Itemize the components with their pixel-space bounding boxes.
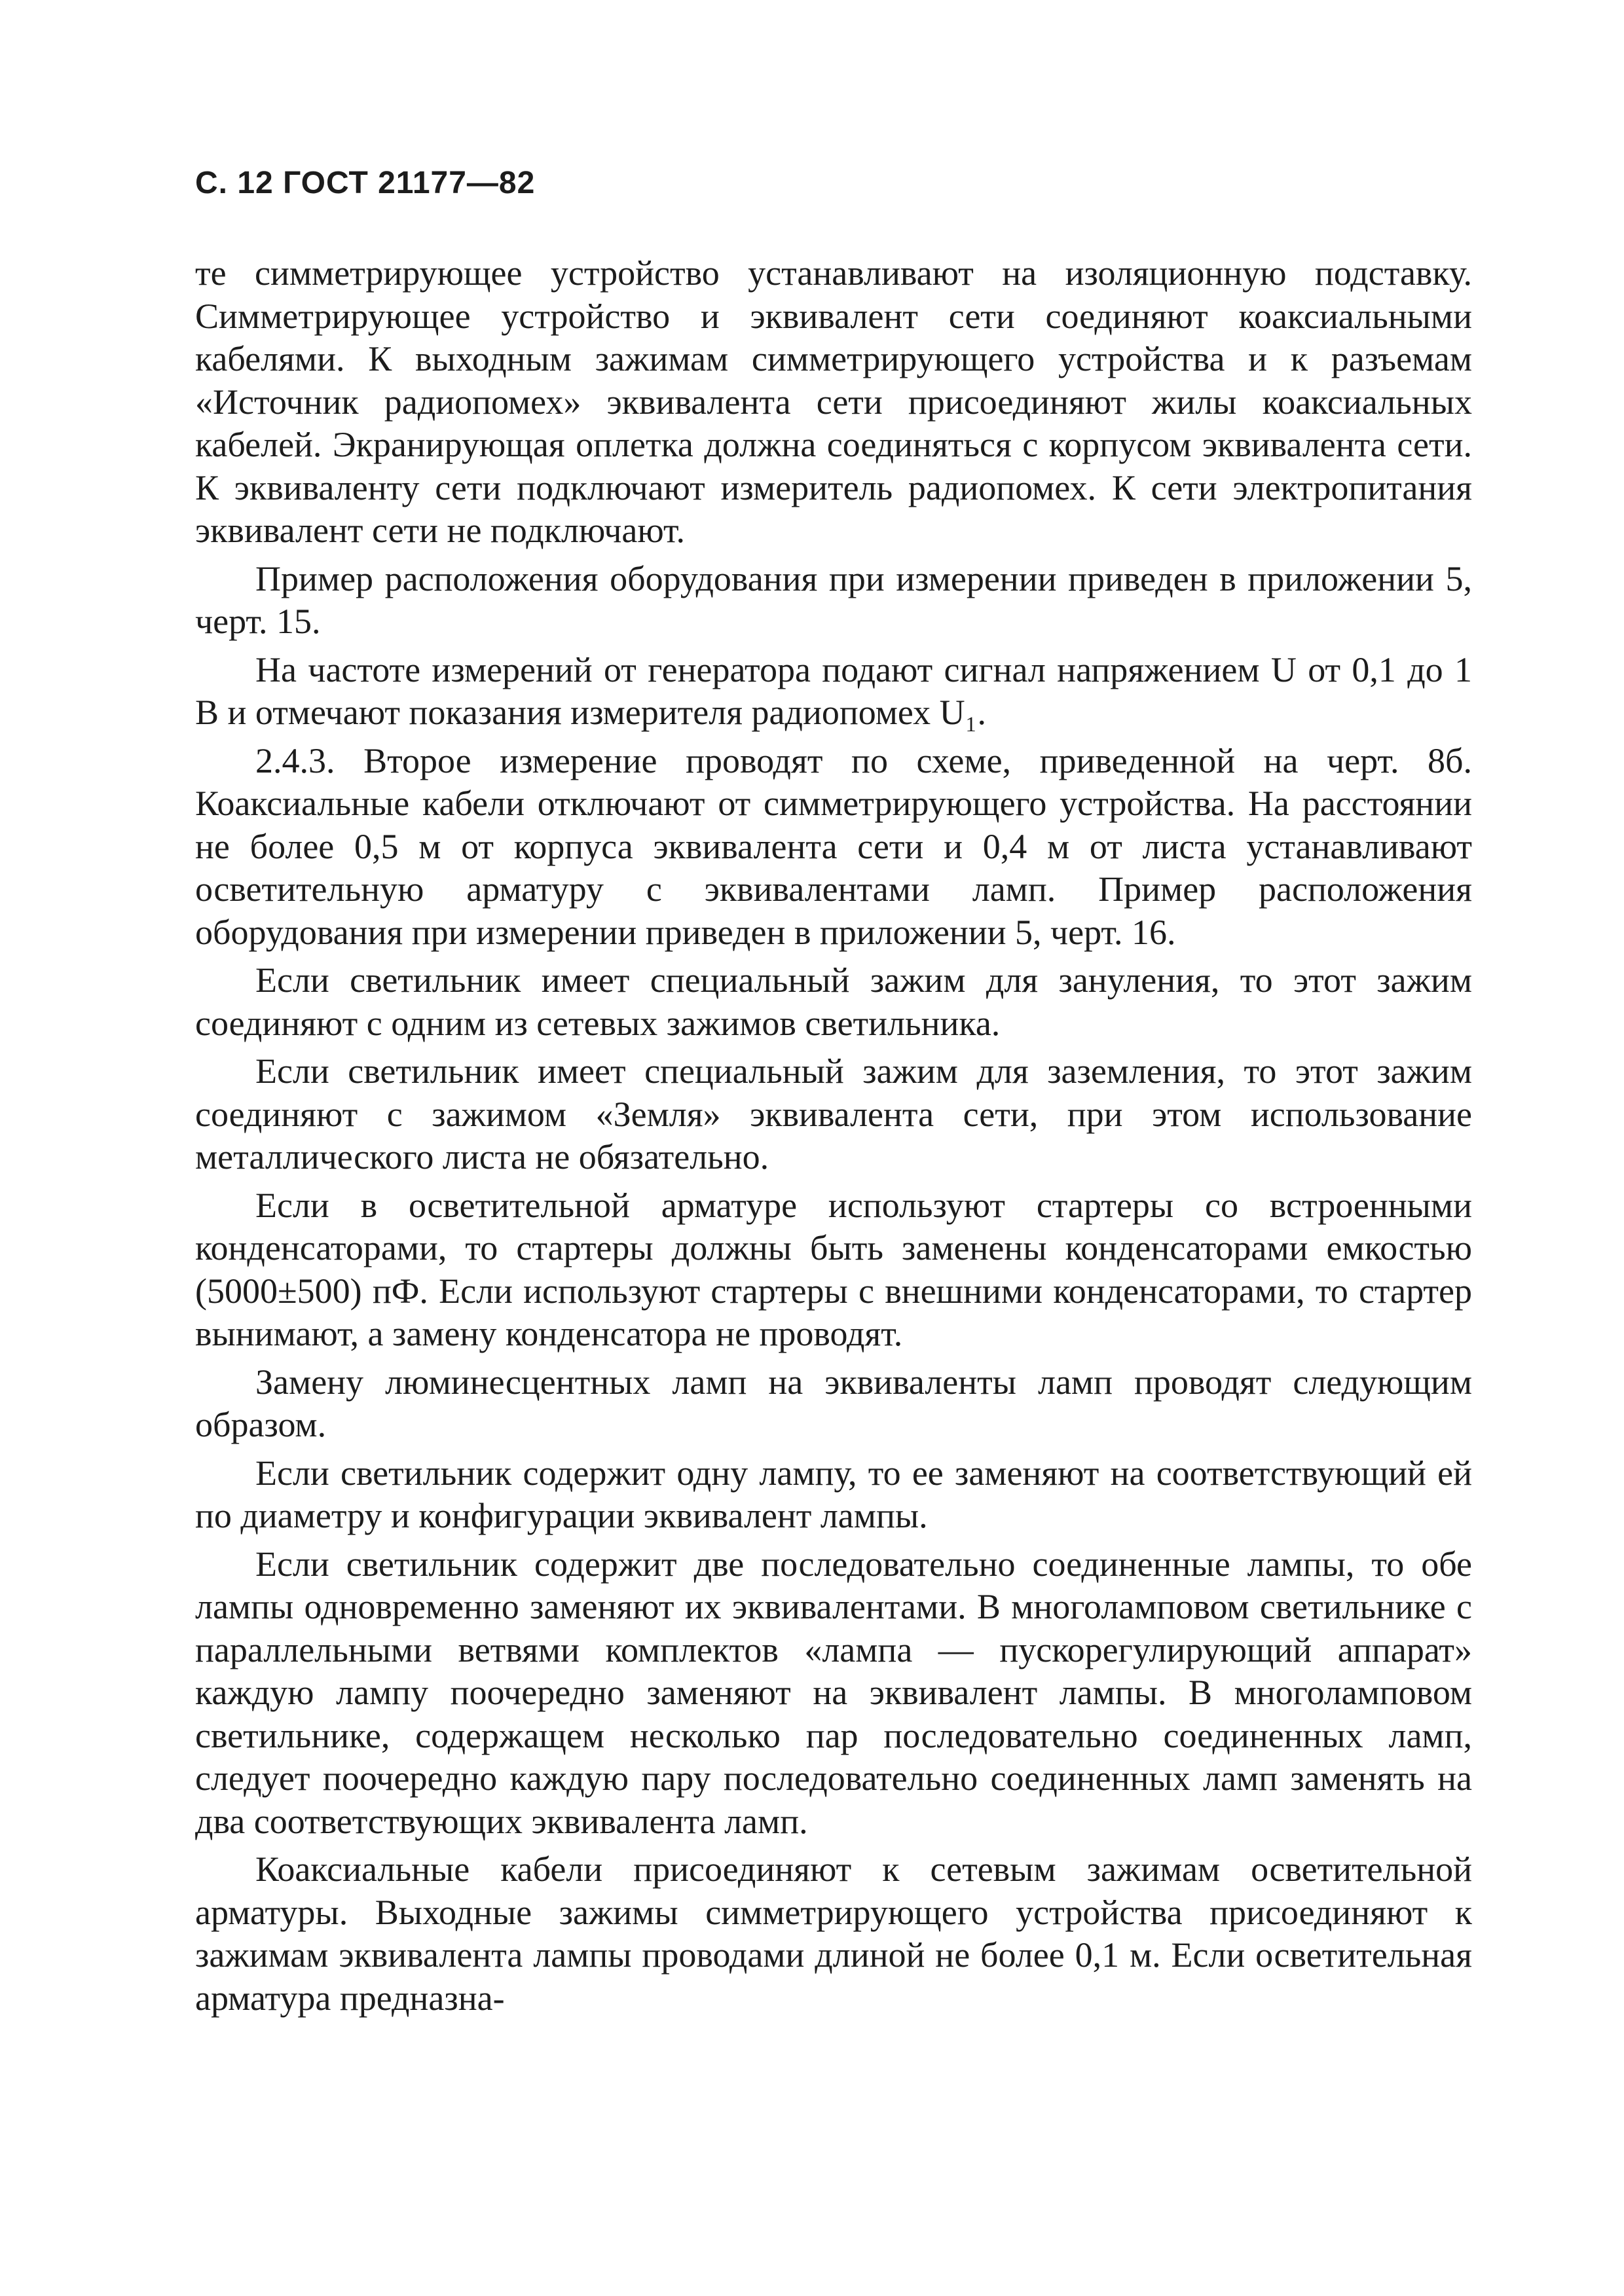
document-page (195, 164, 1472, 2025)
paragraph-coaxial-cables: Коаксиальные кабели присоединяют к сетевым зажимам осветительной арматуры. Выходные зажимы симметрирующего устройства присоединяют к зажимам эквивалента лампы проводами длиной не более 0,1 м. Если осветительная арматура предназна- (195, 1850, 1472, 2018)
paragraph-single-lamp: Если светильник содержит одну лампу, то ее заменяют на соответствующий ей по диаметру и конфигурации эквивалент лампы. (195, 1453, 1472, 1535)
page-header: С. 12 ГОСТ 21177—82 (195, 166, 536, 200)
paragraph-generator-signal: На частоте измерений от генератора подают сигнал напряжением U от 0,1 до 1 В и отмечают показания измерителя радиопомех U₁. (195, 649, 1472, 732)
paragraph-starters: Если в осветительной арматуре используют стартеры со встроенными конденсаторами, то стартеры должны быть заменены конденсаторами емкостью (5000±500) пФ. Если используют стартеры с внешними конденсаторами, то стартер вынимают, а замену конденсатора не проводят. (195, 1185, 1472, 1353)
paragraph-two-lamps: Если светильник содержит две последовательно соединенные лампы, то обе лампы одновременно заменяют их эквивалентами. В многоламповом светильнике с параллельными ветвями комплектов «лампа — пускорегулирующий аппарат» каждую лампу поочередно заменяют на эквивалент лампы. В многоламповом светильнике, содержащем несколько пар последовательно соединенных ламп, следует поочередно каждую пару последовательно соединенных ламп заменять на два соответствующих эквивалента ламп. (195, 1544, 1472, 1841)
paragraph-continuation: те симметрирующее устройство устанавливают на изоляционную подставку. Симметрирующее устройство и эквивалент сети соединяют коаксиальными кабелями. К выходным зажимам симметрирующего устройства и к разъемам «Источник радиопомех» эквивалента сети присоединяют жилы коаксиальных кабелей. Экранирующая оплетка должна соединяться с корпусом эквивалента сети. К эквиваленту сети подключают измеритель радиопомех. К сети электропитания эквивалент сети не подключают. (195, 253, 1472, 550)
paragraph-section-2-4-3: 2.4.3. Второе измерение проводят по схеме, приведенной на черт. 8б. Коаксиальные кабели отключают от симметрирующего устройства. На расстоянии не более 0,5 м от корпуса эквивалента сети и 0,4 м от листа устанавливают осветительную арматуру с эквивалентами ламп. Пример расположения оборудования при измерении приведен в приложении 5, черт. 16. (195, 740, 1472, 952)
paragraph-example-15: Пример расположения оборудования при измерении приведен в приложении 5, черт. 15. (195, 558, 1472, 641)
paragraph-lamp-replacement: Замену люминесцентных ламп на эквиваленты ламп проводят следующим образом. (195, 1362, 1472, 1444)
paragraph-grounding-clamp: Если светильник имеет специальный зажим для заземления, то этот зажим соединяют с зажимом «Земля» эквивалента сети, при этом использование металлического листа не обязательно. (195, 1051, 1472, 1176)
paragraph-zeroing-clamp: Если светильник имеет специальный зажим для зануления, то этот зажим соединяют с одним из сетевых зажимов светильника. (195, 960, 1472, 1043)
